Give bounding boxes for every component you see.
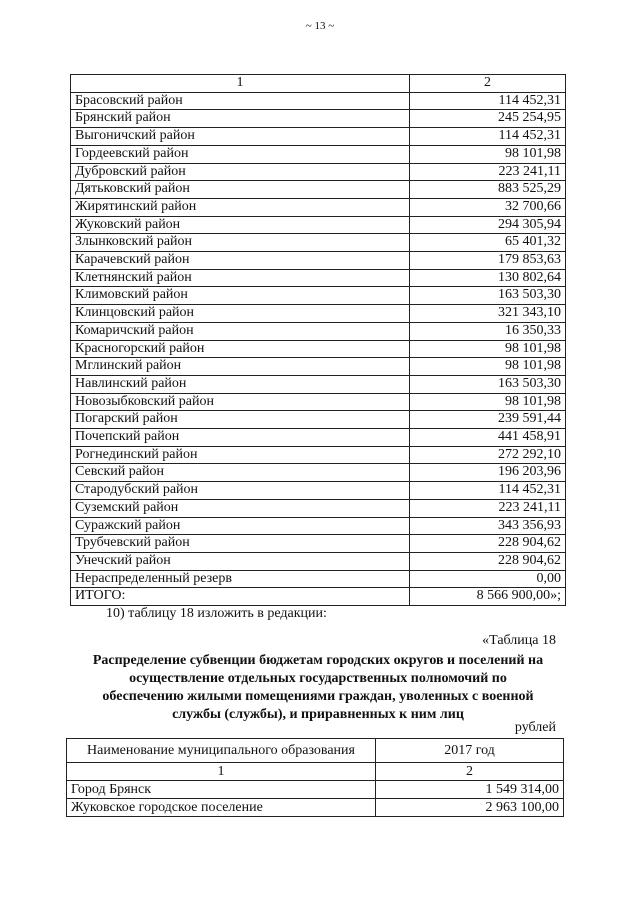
table-row [71, 446, 566, 464]
table-title-line: Распределение субвенции бюджетам городских округов и поселений на [92, 653, 544, 668]
table-row [71, 429, 566, 447]
district-name: Климовский район [71, 287, 410, 305]
units-label: рублей [514, 720, 556, 735]
district-name: Рогнединский район [71, 446, 410, 464]
column-header-year: 2017 год [376, 739, 564, 763]
table-row [71, 163, 566, 181]
district-name: Новозыбковский район [71, 393, 410, 411]
table-header-row [67, 739, 564, 763]
table-row [71, 110, 566, 128]
table-row [71, 482, 566, 500]
table-row [71, 216, 566, 234]
table-row [67, 799, 564, 817]
amount: 272 292,10 [410, 446, 566, 464]
amount: 321 343,10 [410, 305, 566, 323]
district-name: Навлинский район [71, 375, 410, 393]
district-name: Мглинский район [71, 358, 410, 376]
column-number: 2 [376, 763, 564, 781]
table-row [71, 269, 566, 287]
subvention-table-districts [70, 74, 566, 606]
district-name: ИТОГО: [71, 588, 410, 606]
municipality-name: Жуковское городское поселение [67, 799, 376, 817]
page-number: ~ 13 ~ [305, 20, 335, 32]
table-row [71, 411, 566, 429]
table-row [71, 145, 566, 163]
amount: 98 101,98 [410, 145, 566, 163]
amount: 163 503,30 [410, 287, 566, 305]
amount: 114 452,31 [410, 482, 566, 500]
amount: 2 963 100,00 [376, 799, 564, 817]
column-number: 1 [67, 763, 376, 781]
table-number-label: «Таблица 18 [482, 633, 556, 648]
table-row [71, 535, 566, 553]
amount: 114 452,31 [410, 92, 566, 110]
amount: 239 591,44 [410, 411, 566, 429]
district-name: Жирятинский район [71, 198, 410, 216]
column-header: 1 [71, 75, 410, 93]
amount: 163 503,30 [410, 375, 566, 393]
column-header: 2 [410, 75, 566, 93]
column-header-name: Наименование муниципального образования [67, 739, 376, 763]
table-row [71, 358, 566, 376]
amount: 179 853,63 [410, 252, 566, 270]
amount: 16 350,33 [410, 322, 566, 340]
district-name: Злынковский район [71, 234, 410, 252]
table-title [66, 652, 570, 724]
table-row [71, 570, 566, 588]
district-name: Брянский район [71, 110, 410, 128]
table-row [71, 234, 566, 252]
district-name: Унечский район [71, 552, 410, 570]
amount: 114 452,31 [410, 128, 566, 146]
table-row [71, 181, 566, 199]
table-row [71, 252, 566, 270]
district-name: Нераспределенный резерв [71, 570, 410, 588]
district-name: Комаричский район [71, 322, 410, 340]
amount: 228 904,62 [410, 552, 566, 570]
district-name: Погарский район [71, 411, 410, 429]
district-name: Жуковский район [71, 216, 410, 234]
amount: 223 241,11 [410, 499, 566, 517]
district-name: Дубровский район [71, 163, 410, 181]
table-row [71, 322, 566, 340]
table-title-line: осуществление отдельных государственных полномочий по [129, 671, 507, 686]
table-row [71, 464, 566, 482]
district-name: Красногорский район [71, 340, 410, 358]
amount: 245 254,95 [410, 110, 566, 128]
district-name: Стародубский район [71, 482, 410, 500]
district-name: Почепский район [71, 429, 410, 447]
table-row [71, 393, 566, 411]
column-number-row [67, 763, 564, 781]
table-row [71, 340, 566, 358]
district-name: Суземский район [71, 499, 410, 517]
table-row [71, 375, 566, 393]
amount: 441 458,91 [410, 429, 566, 447]
table-row [71, 305, 566, 323]
table-row [71, 499, 566, 517]
amount: 883 525,29 [410, 181, 566, 199]
table-title-line: обеспечению жилыми помещениями граждан, уволенных с военной [102, 689, 534, 704]
amount: 0,00 [410, 570, 566, 588]
district-name: Трубчевский район [71, 535, 410, 553]
table-header-row [71, 75, 566, 93]
district-name: Дятьковский район [71, 181, 410, 199]
district-name: Карачевский район [71, 252, 410, 270]
district-name: Суражский район [71, 517, 410, 535]
table-row [71, 198, 566, 216]
table-row [71, 552, 566, 570]
district-name: Клетнянский район [71, 269, 410, 287]
amount: 98 101,98 [410, 393, 566, 411]
amount: 98 101,98 [410, 358, 566, 376]
amount: 343 356,93 [410, 517, 566, 535]
table-row [67, 781, 564, 799]
district-name: Гордеевский район [71, 145, 410, 163]
district-name: Выгоничский район [71, 128, 410, 146]
district-name: Брасовский район [71, 92, 410, 110]
amount: 294 305,94 [410, 216, 566, 234]
district-name: Севский район [71, 464, 410, 482]
subvention-table-cities [66, 738, 564, 817]
amount: 196 203,96 [410, 464, 566, 482]
table-row [71, 92, 566, 110]
table-title-line: службы (службы), и приравненных к ним лиц [172, 707, 464, 722]
amount: 1 549 314,00 [376, 781, 564, 799]
municipality-name: Город Брянск [67, 781, 376, 799]
amendment-paragraph: 10) таблицу 18 изложить в редакции: [106, 606, 327, 621]
table-row [71, 128, 566, 146]
table-row [71, 517, 566, 535]
amount: 8 566 900,00»; [410, 588, 566, 606]
table-row [71, 588, 566, 606]
amount: 228 904,62 [410, 535, 566, 553]
amount: 32 700,66 [410, 198, 566, 216]
amount: 98 101,98 [410, 340, 566, 358]
district-name: Клинцовский район [71, 305, 410, 323]
amount: 223 241,11 [410, 163, 566, 181]
amount: 65 401,32 [410, 234, 566, 252]
amount: 130 802,64 [410, 269, 566, 287]
table-row [71, 287, 566, 305]
